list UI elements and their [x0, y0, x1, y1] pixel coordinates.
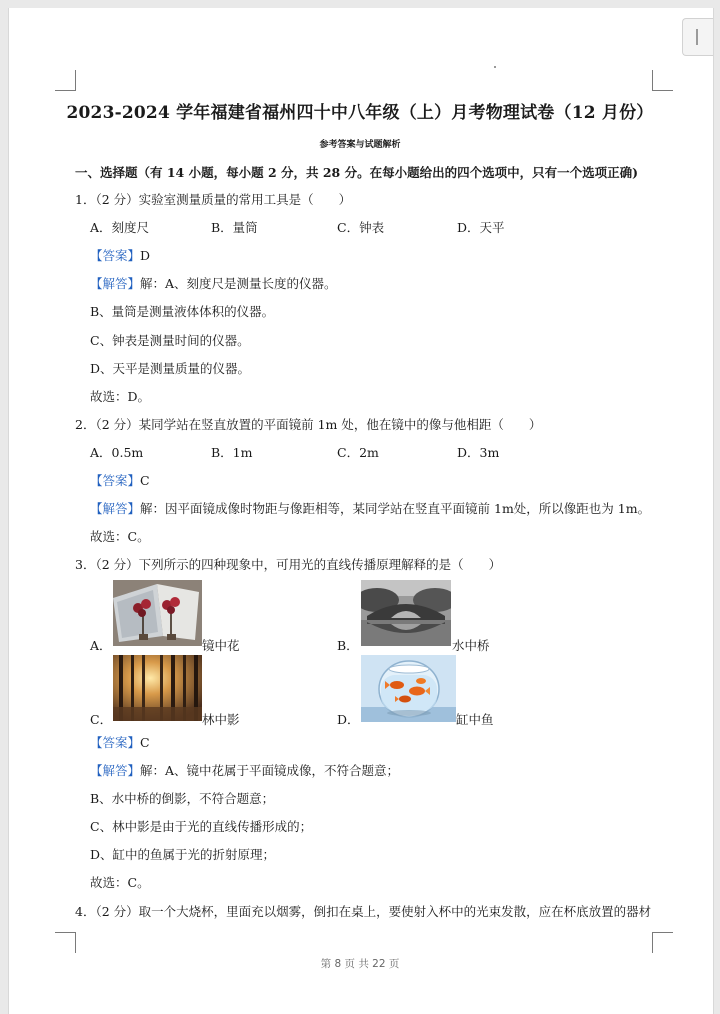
question-3-stem: 3．（2 分）下列所示的四种现象中，可用光的直线传播原理解释的是（ ）: [75, 557, 502, 572]
q3-option-b-letter: B．: [337, 638, 359, 653]
section-heading: 一、选择题（有 14 小题，每小题 2 分，共 28 分。在每小题给出的四个选项中，只有一个选项正确): [75, 165, 639, 180]
answer-value: C: [140, 735, 150, 750]
crop-mark-top-left: [55, 70, 76, 91]
page-title: 2023-2024 学年福建省福州四十中八年级（上）月考物理试卷（12 月份）: [66, 103, 654, 123]
page-dot: [494, 66, 496, 68]
analysis-text: 解：A、镜中花属于平面镜成像，不符合题意；: [140, 763, 400, 778]
q3-option-a-letter: A．: [90, 638, 112, 653]
q3-option-c-caption: 林中影: [202, 712, 240, 727]
q3-option-d-letter: D．: [337, 712, 360, 727]
q3-answer: [90, 733, 150, 751]
q1-analysis-line: D、天平是测量质量的仪器。: [90, 361, 251, 376]
bridge-reflection-image: [361, 580, 451, 646]
q3-analysis-line: D、缸中的鱼属于光的折射原理；: [90, 847, 276, 862]
q2-option-a: A．0.5m: [90, 445, 144, 460]
grip-icon: [696, 29, 698, 45]
analysis-tag: 【解答】: [90, 763, 141, 778]
q1-analysis-line: B、量筒是测量液体体积的仪器。: [90, 304, 275, 319]
crop-mark-top-right: [652, 70, 673, 91]
q2-conclusion: 故选：C。: [90, 529, 150, 544]
answer-value: D: [140, 248, 151, 263]
page-number: 第 8 页 共 22 页: [320, 958, 400, 970]
q1-option-c: C．钟表: [337, 220, 385, 235]
q1-conclusion: 故选：D。: [90, 389, 151, 404]
q3-analysis-line: [90, 761, 399, 779]
q2-option-c: C．2m: [337, 445, 379, 460]
answer-tag: 【答案】: [90, 248, 141, 263]
answer-tag: 【答案】: [90, 735, 141, 750]
answer-value: C: [140, 473, 150, 488]
answer-tag: 【答案】: [90, 473, 141, 488]
forest-shadow-image: [113, 655, 202, 721]
q1-answer: [90, 246, 150, 264]
analysis-tag: 【解答】: [90, 276, 141, 291]
analysis-text: 解：因平面镜成像时物距与像距相等，某同学站在竖直平面镜前 1m处，所以像距也为 1m。: [140, 501, 651, 516]
side-panel-toggle[interactable]: [682, 18, 713, 56]
q3-option-c-letter: C．: [90, 712, 113, 727]
q1-analysis-line: C、钟表是测量时间的仪器。: [90, 333, 250, 348]
crop-mark-bottom-left: [55, 932, 76, 953]
analysis-tag: 【解答】: [90, 501, 141, 516]
q3-analysis-line: B、水中桥的倒影，不符合题意；: [90, 791, 275, 806]
q1-option-a: A．刻度尺: [90, 220, 150, 235]
q2-answer: [90, 471, 150, 489]
q2-option-d: D．3m: [457, 445, 500, 460]
q3-option-a-caption: 镜中花: [202, 638, 240, 653]
q2-option-b: B．1m: [211, 445, 253, 460]
page-subtitle: 参考答案与试题解析: [319, 140, 401, 150]
flower-in-mirror-image: [113, 580, 202, 646]
q1-option-d: D．天平: [457, 220, 505, 235]
q3-option-d-caption: 缸中鱼: [456, 712, 494, 727]
q3-conclusion: 故选：C。: [90, 875, 150, 890]
fish-bowl-image: [361, 655, 456, 722]
q3-option-b-caption: 水中桥: [452, 638, 490, 653]
analysis-text: 解：A、刻度尺是测量长度的仪器。: [140, 276, 337, 291]
question-4-stem: 4．（2 分）取一个大烧杯，里面充以烟雾，倒扣在桌上，要使射入杯中的光束发散，应在杯底放置的器材: [75, 904, 652, 919]
question-1-stem: 1．（2 分）实验室测量质量的常用工具是（ ）: [75, 192, 352, 207]
q1-option-b: B．量筒: [211, 220, 258, 235]
crop-mark-bottom-right: [652, 932, 673, 953]
q3-analysis-line: C、林中影是由于光的直线传播形成的；: [90, 819, 313, 834]
question-2-stem: 2．（2 分）某同学站在竖直放置的平面镜前 1m 处，他在镜中的像与他相距（ ）: [75, 417, 542, 432]
q1-analysis-line: [90, 274, 337, 292]
q2-analysis-line: [90, 499, 650, 517]
